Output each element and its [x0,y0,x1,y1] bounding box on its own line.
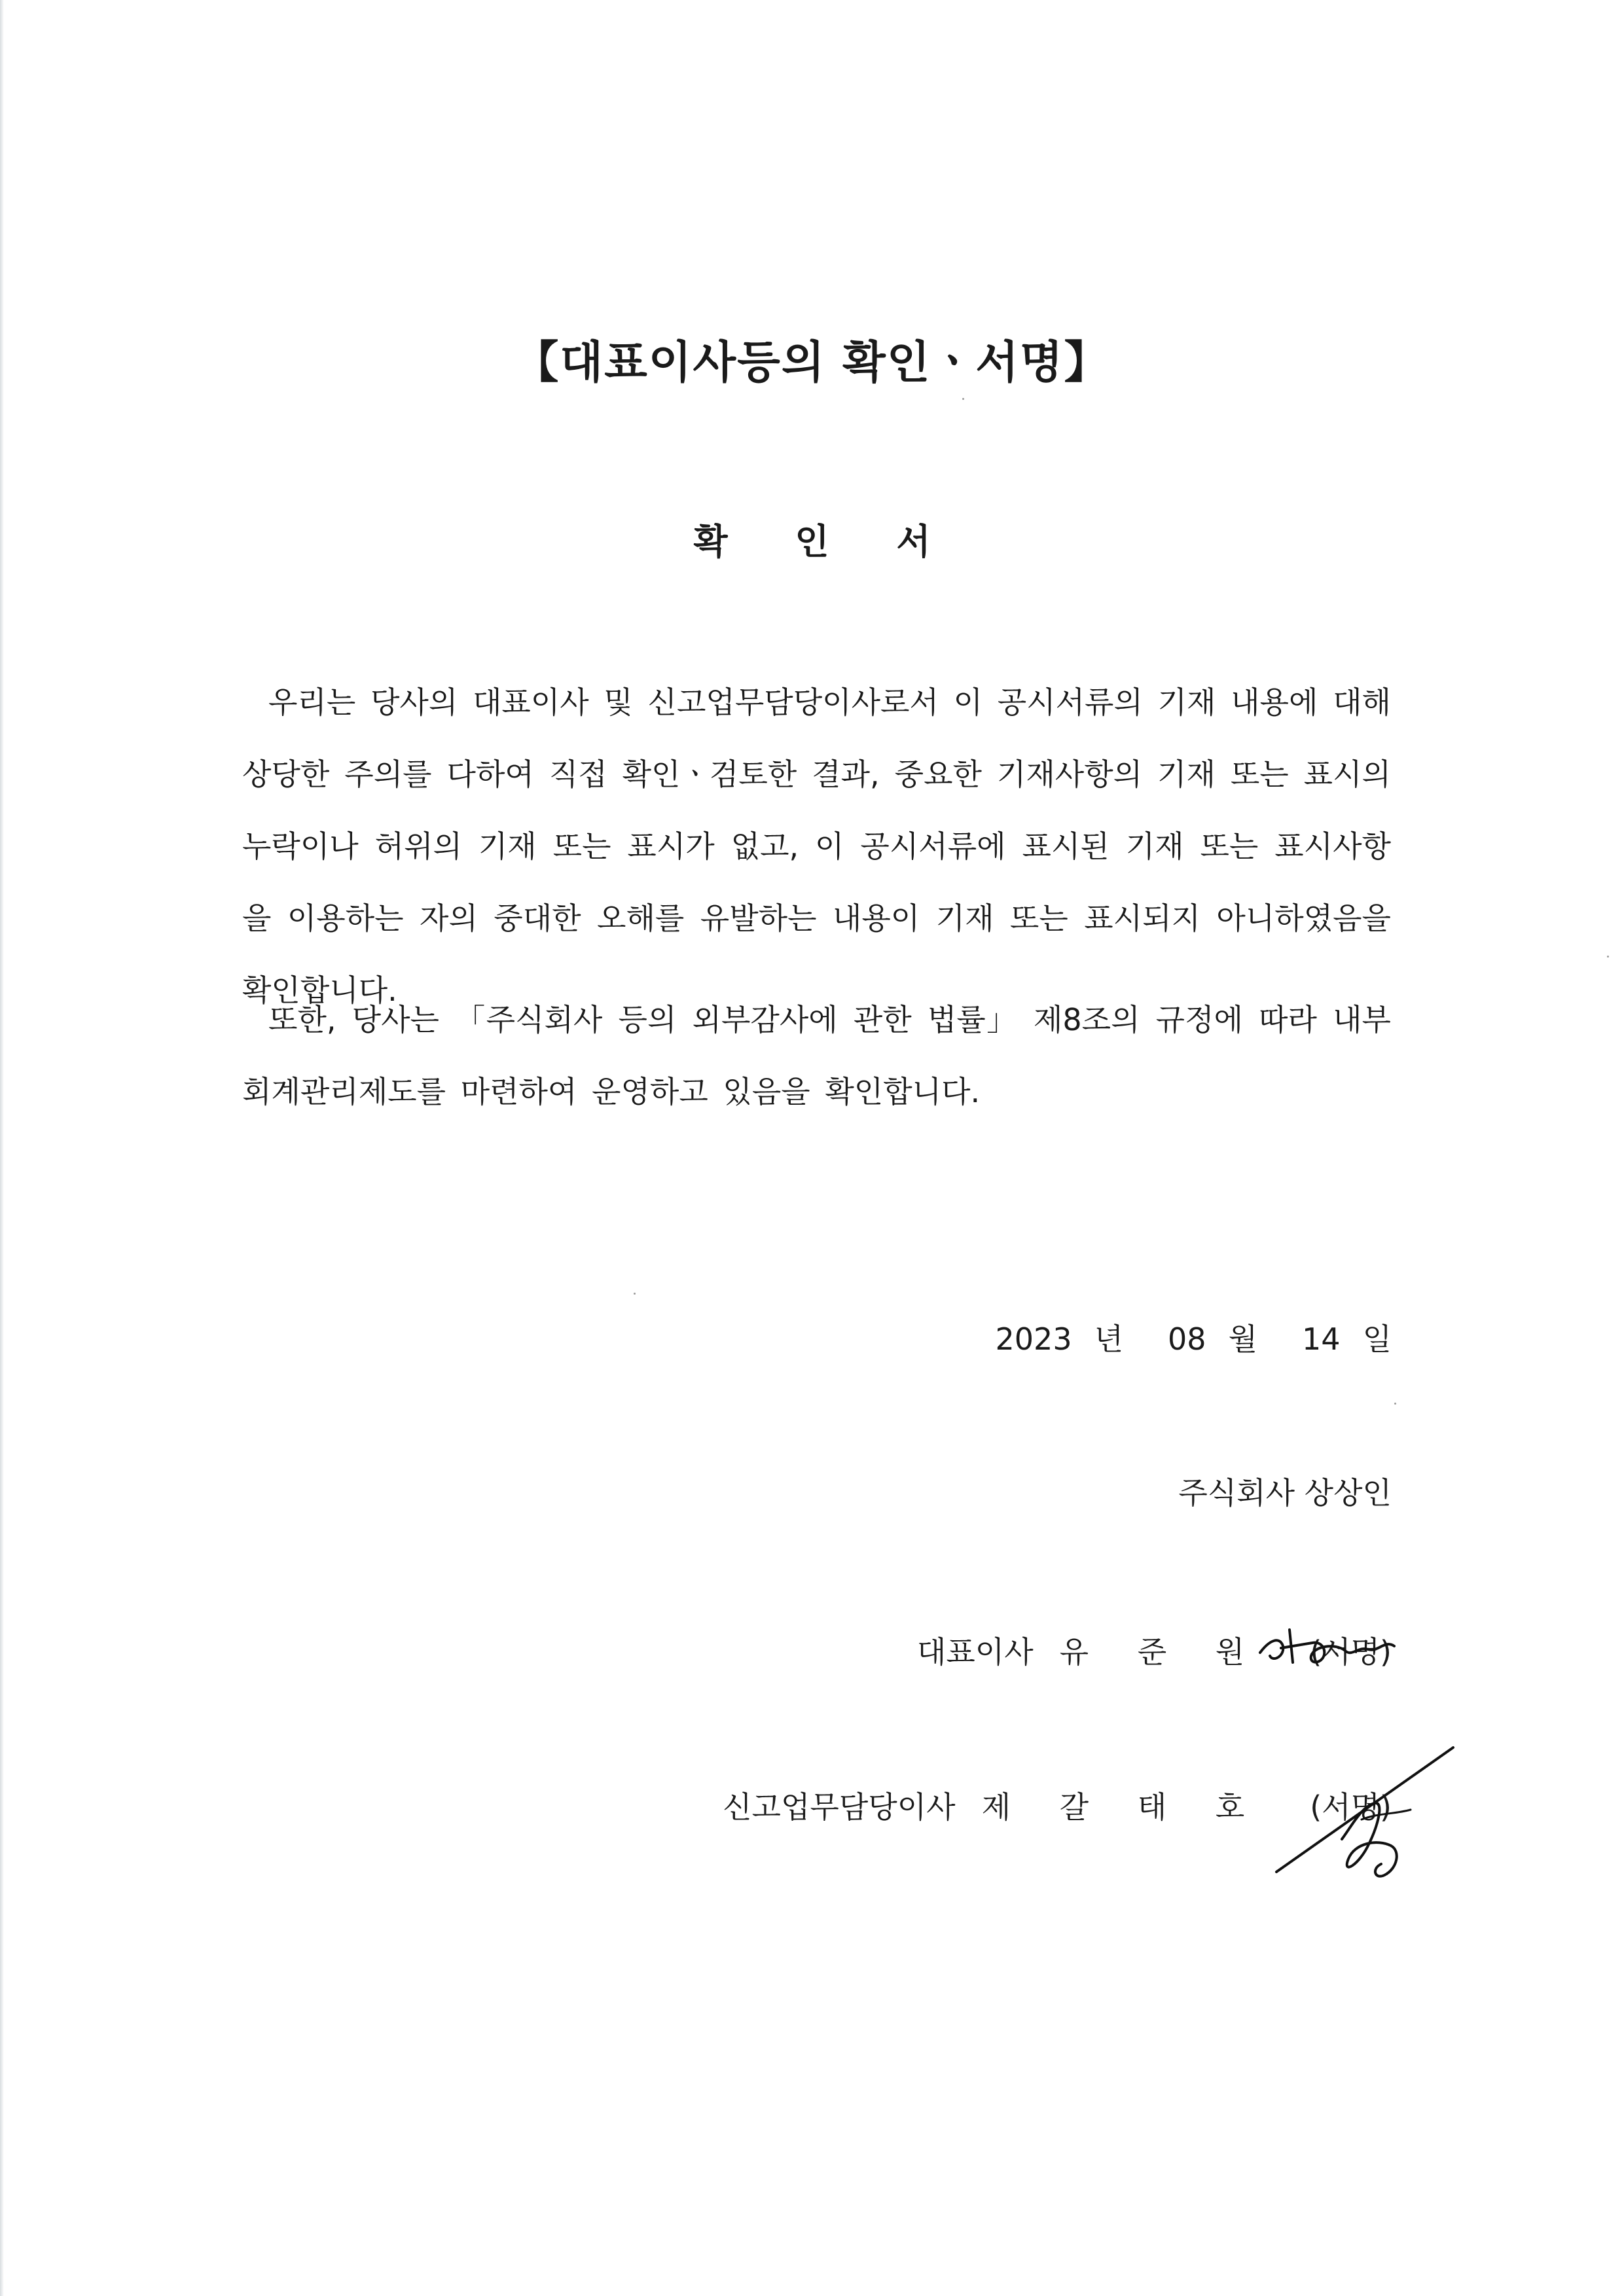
scan-speck [962,398,964,400]
ceo-name: 유 준 원 [1059,1634,1265,1670]
ceo-handwritten-signature [1254,1617,1411,1676]
ceo-role: 대표이사 [916,1634,1034,1670]
date-day: 14 [1302,1321,1341,1357]
scan-speck [1607,956,1609,958]
document-date [996,1316,1392,1359]
ceo-signature-mark: (서명) [1310,1634,1392,1670]
officer-name: 제 갈 태 호 [981,1789,1265,1825]
date-year: 2023 [995,1321,1072,1357]
scan-speck [634,1293,636,1295]
document-subtitle: 확 인 서 [693,521,958,562]
officer-signature-mark: (서명) [1310,1789,1392,1825]
date-month-unit: 월 [1228,1321,1258,1357]
internal-control-paragraph: 또한, 당사는 「주식회사 등의 외부감사에 관한 법률」 제8조의 규정에 따라 내부회계관리제도를 마련하여 운영하고 있음을 확인합니다. [242,1002,1391,1109]
page-title: 【대표이사등의 확인ㆍ서명】 [514,337,1110,389]
officer-handwritten-signature [1263,1741,1460,1892]
date-day-unit: 일 [1362,1321,1392,1357]
scan-speck [1394,1403,1396,1405]
confirmation-paragraph: 우리는 당사의 대표이사 및 신고업무담당이사로서 이 공시서류의 기재 내용에 대해 상당한 주의를 다하여 직접 확인ㆍ검토한 결과, 중요한 기재사항의 기재 또는 표시의 누락이나 허위의 기재 또는 표시가 없고, 이 공시서류에 표시된 기재 또는 표시사항을 이용하는 자의 중대한 오해를 유발하는 내용이 기재 또는 표시되지 아니하였음을 확인합니다. [242,685,1391,1008]
date-year-unit: 년 [1094,1321,1124,1357]
officer-role: 신고업무담당이사 [723,1789,956,1825]
date-month: 08 [1168,1321,1206,1357]
company-name: 주식회사 상상인 [1178,1475,1392,1511]
